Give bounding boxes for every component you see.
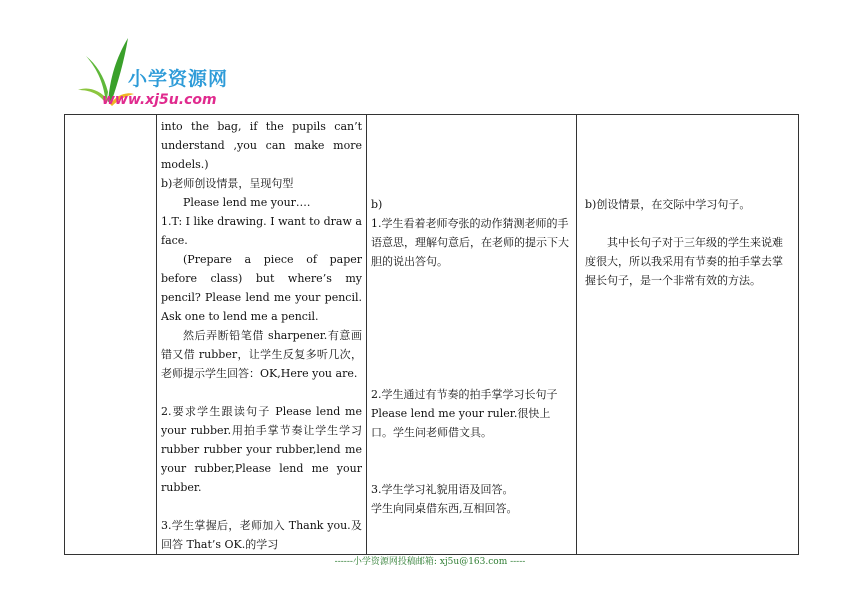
student-activity-cell <box>367 115 577 555</box>
logo-title: 小学资源网 <box>128 68 229 90</box>
cell-text: 然后弄断铅笔借 sharpener.有意画错又借 rubber，让学生反复多听几次，老师提示学生回答：OK,Here you are. <box>161 329 362 380</box>
cell-text: b) <box>371 198 383 211</box>
cell-text: 3.学生掌握后，老师加入 Thank you.及回答 That’s OK.的学习 <box>161 519 362 551</box>
cell-text: 1.T: I like drawing. I want to draw a face. <box>161 215 362 247</box>
cell-text: 1.学生看着老师夸张的动作猜测老师的手语意思，理解句意后，在老师的提示下大胆的说出答句。 <box>371 217 569 268</box>
logo-url: www.xj5u.com <box>102 92 217 108</box>
cell-text: 2.要求学生跟读句子 Please lend me your rubber.用拍手掌节奏让学生学习 rubber rubber your rubber,lend me your rubber,Please lend me your rubber. <box>161 405 362 494</box>
design-intent-cell <box>577 115 799 555</box>
lesson-plan-table <box>64 114 799 555</box>
cell-text: b)老师创设情景，呈现句型 <box>161 177 294 190</box>
table-row <box>65 115 799 555</box>
cell-text: b)创设情景，在交际中学习句子。 <box>585 198 751 211</box>
page-footer: ------小学资源网投稿邮箱: xj5u@163.com ----- <box>334 557 526 567</box>
cell-text: 其中长句子对于三年级的学生来说难度很大，所以我采用有节奏的拍手掌去掌握长句子，是一个非常有效的方法。 <box>585 236 783 287</box>
cell-text: 3.学生学习礼貌用语及回答。 <box>371 483 514 496</box>
cell-text: (Prepare a piece of paper before class) but where’s my pencil? Please lend me your pencil. Ask one to lend me a pencil. <box>161 253 362 323</box>
teacher-activity-cell <box>157 115 367 555</box>
cell-text: into the bag, if the pupils can’t understand ,you can make more models.) <box>161 120 362 171</box>
site-logo <box>76 34 236 114</box>
empty-cell <box>65 115 157 555</box>
cell-text: Please lend me your…. <box>183 196 311 209</box>
cell-text: 学生向同桌借东西,互相回答。 <box>371 502 518 515</box>
cell-text: 2.学生通过有节奏的拍手掌学习长句子 Please lend me your ruler.很快上口。学生问老师借文具。 <box>371 388 558 439</box>
